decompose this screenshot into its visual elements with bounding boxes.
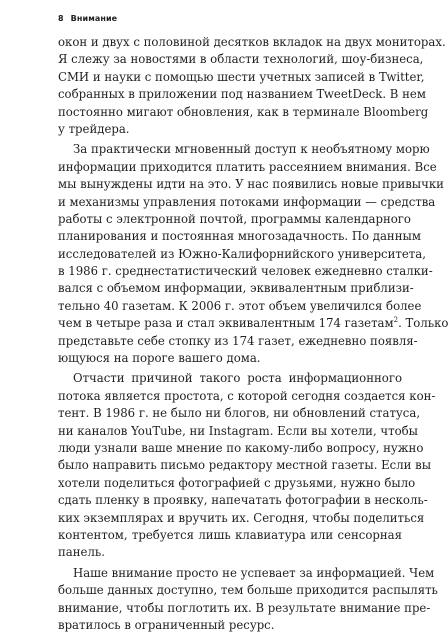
text-line: сдать пленку в проявку, напечатать фотографии в несколь- bbox=[58, 493, 428, 508]
footnote-marker: 2 bbox=[393, 316, 399, 325]
text-segment: . Только bbox=[398, 316, 448, 331]
text-line: у трейдера. bbox=[58, 121, 130, 136]
text-line: внимание, чтобы поглотить их. В результате внимание пре- bbox=[58, 600, 431, 615]
text-line: представьте себе стопку из 174 газет, ежедневно появля- bbox=[58, 333, 418, 348]
page-number: 8 bbox=[58, 14, 64, 23]
body-text bbox=[58, 34, 448, 634]
text-line: потока является простота, с которой сегодня создается кон- bbox=[58, 388, 436, 403]
text-line: люди узнали ваше мнение по какому-либо вопросу, нужно bbox=[58, 440, 424, 455]
chapter-title: Внимание bbox=[70, 14, 118, 23]
text-line: мы вынуждены идти на это. У нас появились новые привычки bbox=[58, 177, 444, 192]
text-line: в 1986 г. среднестатистический человек ежедневно сталки- bbox=[58, 264, 433, 279]
text-line: СМИ и науки с помощью шести учетных записей в Twitter, bbox=[58, 69, 425, 84]
text-line-with-footnote bbox=[58, 315, 448, 332]
text-line: ни каналов YouTube, ни Instagram. Если вы хотели, чтобы bbox=[58, 423, 418, 438]
text-line: Отчасти причиной такого роста информационного bbox=[73, 371, 402, 386]
text-line: Я слежу за новостями в области технологий, шоу-бизнеса, bbox=[58, 52, 424, 67]
text-line: было направить письмо редактору местной газеты. Если вы bbox=[58, 458, 432, 473]
text-line: вался с объемом информации, эквивалентным приблизи- bbox=[58, 281, 414, 296]
text-line: ющуюся на пороге вашего дома. bbox=[58, 351, 261, 366]
text-line: постоянно мигают обновления, как в терминале Bloomberg bbox=[58, 104, 429, 119]
text-line: планирования и постоянная многозадачность. По данным bbox=[58, 229, 421, 244]
text-line: панель. bbox=[58, 545, 105, 560]
text-line: Наше внимание просто не успевает за информацией. Чем bbox=[73, 565, 435, 580]
text-line: вратилось в ограниченный ресурс. bbox=[58, 617, 275, 632]
text-line: и механизмы управления потоками информации — средства bbox=[58, 194, 436, 209]
text-line: собранных в приложении под названием TweetDeck. В нем bbox=[58, 87, 426, 102]
text-line: информации приходится платить рассеянием внимания. Все bbox=[58, 159, 437, 174]
text-segment: чем в четыре раза и стал эквивалентным 174 газетам bbox=[58, 316, 394, 331]
running-header bbox=[58, 14, 117, 23]
paragraph bbox=[58, 34, 446, 138]
text-line: ких экземплярах и вручить их. Сегодня, чтобы поделиться bbox=[58, 510, 425, 525]
text-line: хотели поделиться фотографией с друзьями, нужно было bbox=[58, 475, 416, 490]
text-line: больше данных доступно, тем больше приходится распылять bbox=[58, 583, 438, 598]
text-line: тент. В 1986 г. не было ни блогов, ни обновлений статуса, bbox=[58, 406, 421, 421]
text-line: тельно 40 газетам. К 2006 г. этот объем увеличился более bbox=[58, 298, 422, 313]
text-line: контентом, требуется лишь клавиатура или сенсорная bbox=[58, 527, 402, 542]
text-line: За практически мгновенный доступ к необъятному морю bbox=[73, 142, 430, 157]
text-line: окон и двух с половиной десятков вкладок на двух мониторах. bbox=[58, 35, 446, 49]
paragraph bbox=[58, 370, 436, 561]
paragraph bbox=[58, 565, 438, 634]
text-line: исследователей из Южно-Калифорнийского университета, bbox=[58, 246, 426, 261]
paragraph bbox=[58, 141, 448, 367]
text-line: работы с электронной почтой, программы календарного bbox=[58, 211, 411, 226]
